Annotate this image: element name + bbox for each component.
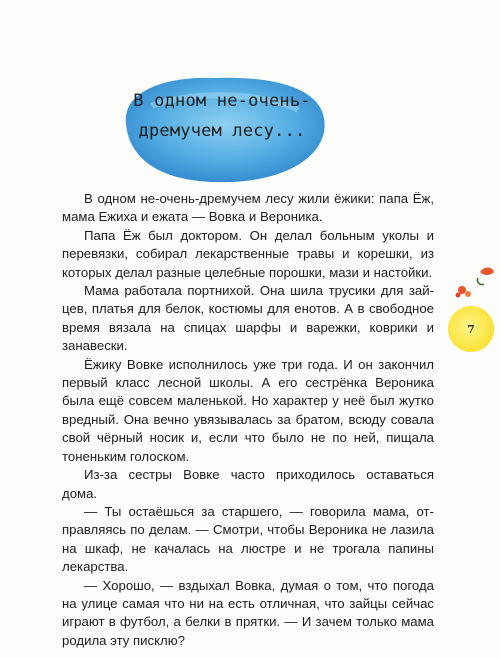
paragraph: Папа Ёж был доктором. Он делал больным уколы и перевязки, собирал лекарственные травы и корешки, из которых делал разные целебные порошки, мази и настойки. xyxy=(62,227,434,280)
paragraph: В одном не-очень-дремучем лесу жили ёжики: папа Ёж, мама Ежиха и ежата — Вовка и Вероника. xyxy=(62,191,434,225)
paragraph: Ёжику Вовке исполнилось уже три года. И он закончил первый класс лесной школы. А его сестрёнка Вероника была ещё совсем маленькой. Но характер у неё был жутко вредный. Она вечно увязывалась за братом, всюду совала свой чёрный носик и, если что было не по ней, пищала тоненьким голоском. xyxy=(62,356,434,464)
paragraph: — Хорошо, — вздыхал Вовка, думая о том, что погода на улице самая что ни на есть отличная, что зайцы сейчас играют в футбол, а белки в прятки. — И зачем только мама родила эту писклю? xyxy=(62,577,434,648)
paragraph: Из-за сестры Вовке часто приходилось оставаться дома. xyxy=(62,467,434,501)
story-text xyxy=(62,190,434,650)
berries-icon xyxy=(450,262,500,302)
paragraph: Мама работала портнихой. Она шила трусики для зайцев, платья для белок, костюмы для енотов. А в свободное время вязала на спицах шарфы и варежки, коврики и занавески. xyxy=(62,283,434,354)
chapter-heading: В одном не-очень- дремучем лесу... xyxy=(133,91,311,141)
paragraph: — Ты остаёшься за старшего, — говорила мама, отправляясь по делам. — Смотри, чтобы Вероника не лазила на шкаф, не качалась на люстре и не трогала папины лекарства. xyxy=(62,503,434,575)
page-number: 7 xyxy=(448,306,494,352)
